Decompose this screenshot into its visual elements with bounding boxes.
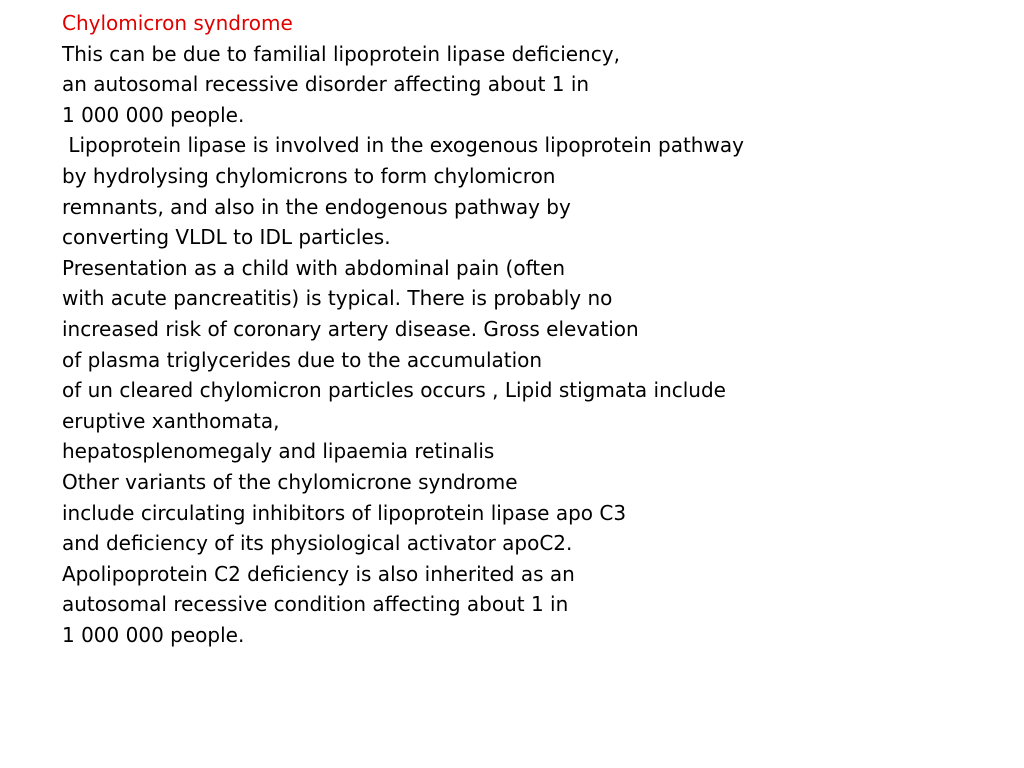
body-line: eruptive xanthomata,: [62, 408, 280, 433]
slide-title: Chylomicron syndrome: [62, 11, 293, 35]
body-line: hepatosplenomegaly and lipaemia retinalis: [62, 439, 495, 464]
body-line: Presentation as a child with abdominal pain (often: [62, 255, 566, 280]
body-line: This can be due to familial lipoprotein lipase deficiency,: [62, 41, 620, 66]
body-line: of plasma triglycerides due to the accumulation: [62, 347, 543, 372]
body-line: by hydrolysing chylomicrons to form chylomicron: [62, 163, 556, 188]
body-line: increased risk of coronary artery disease. Gross elevation: [62, 316, 639, 341]
body-line: include circulating inhibitors of lipoprotein lipase apo C3: [62, 500, 627, 525]
body-line: autosomal recessive condition affecting about 1 in: [62, 592, 569, 617]
body-line: of un cleared chylomicron particles occurs , Lipid stigmata include: [62, 378, 726, 403]
body-line: remnants, and also in the endogenous pathway by: [62, 194, 571, 219]
body-line: 1 000 000 people.: [62, 102, 245, 127]
body-line: Apolipoprotein C2 deficiency is also inherited as an: [62, 561, 575, 586]
body-line: an autosomal recessive disorder affecting about 1 in: [62, 72, 590, 97]
body-line: and deficiency of its physiological activator apoC2.: [62, 531, 573, 556]
slide-text-block: [62, 8, 1002, 650]
body-line: with acute pancreatitis) is typical. There is probably no: [62, 286, 613, 311]
body-line: 1 000 000 people.: [62, 622, 245, 647]
body-line: converting VLDL to IDL particles.: [62, 225, 391, 250]
body-line: Lipoprotein lipase is involved in the exogenous lipoprotein pathway: [62, 133, 744, 158]
body-line: Other variants of the chylomicrone syndrome: [62, 469, 518, 494]
